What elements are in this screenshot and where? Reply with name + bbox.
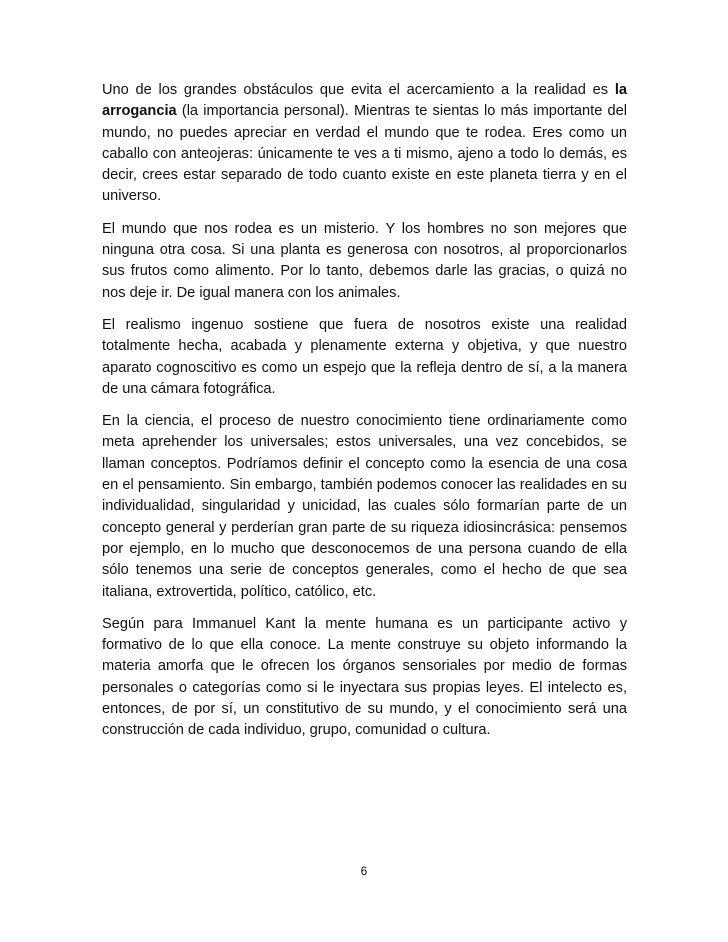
paragraph-1-text-end: (la importancia personal). Mientras te sientas lo más importante del mundo, no puedes apreciar en verdad el mundo que te rodea. Eres como un caballo con anteojeras: únicamente te ves a ti mismo, ajeno a todo lo demás, es decir, crees estar separado de todo cuanto existe en este planeta tierra y en el universo. [102, 103, 627, 205]
paragraph-2: El mundo que nos rodea es un misterio. Y los hombres no son mejores que ninguna otra cosa. Si una planta es generosa con nosotros, al proporcionarlos sus frutos como alimento. Por lo tanto, debemos darle las gracias, o quizá no nos deje ir. De igual manera con los animales. [102, 220, 627, 301]
paragraph-1 [102, 80, 627, 208]
paragraph-1-text-start: Uno de los grandes obstáculos que evita el acercamiento a la realidad es [102, 82, 615, 98]
paragraph-5: Según para Immanuel Kant la mente humana es un participante activo y formativo de lo que ella conoce. La mente construye su objeto informando la materia amorfa que le ofrecen los órganos sensoriales por medio de formas personales o categorías como si le inyectara sus propias leyes. El intelecto es, entonces, de por sí, un constitutivo de su mundo, y el conocimiento será una construcción de cada individuo, grupo, comunidad o cultura. [102, 615, 627, 739]
page-number: 6 [360, 864, 368, 878]
document-body [102, 80, 627, 753]
paragraph-3: El realismo ingenuo sostiene que fuera de nosotros existe una realidad totalmente hecha, acabada y plenamente externa y objetiva, y que nuestro aparato cognoscitivo es como un espejo que la refleja dentro de sí, a la manera de una cámara fotográfica. [102, 316, 627, 397]
emphasis-arrogancia: la arrogancia [102, 82, 627, 120]
paragraph-4: En la ciencia, el proceso de nuestro conocimiento tiene ordinariamente como meta aprehender los universales; estos universales, una vez concebidos, se llaman conceptos. Podríamos definir el concepto como la esencia de una cosa en el pensamiento. Sin embargo, también podemos conocer las realidades en su individualidad, singularidad y unicidad, las cuales sólo formarían parte de un concepto general y perderían gran parte de su riqueza idiosincrásica: pensemos por ejemplo, en lo mucho que desconocemos de una persona cuando de ella sólo tenemos una serie de conceptos generales, como el hecho de que sea italiana, extrovertida, político, católico, etc. [102, 413, 627, 600]
